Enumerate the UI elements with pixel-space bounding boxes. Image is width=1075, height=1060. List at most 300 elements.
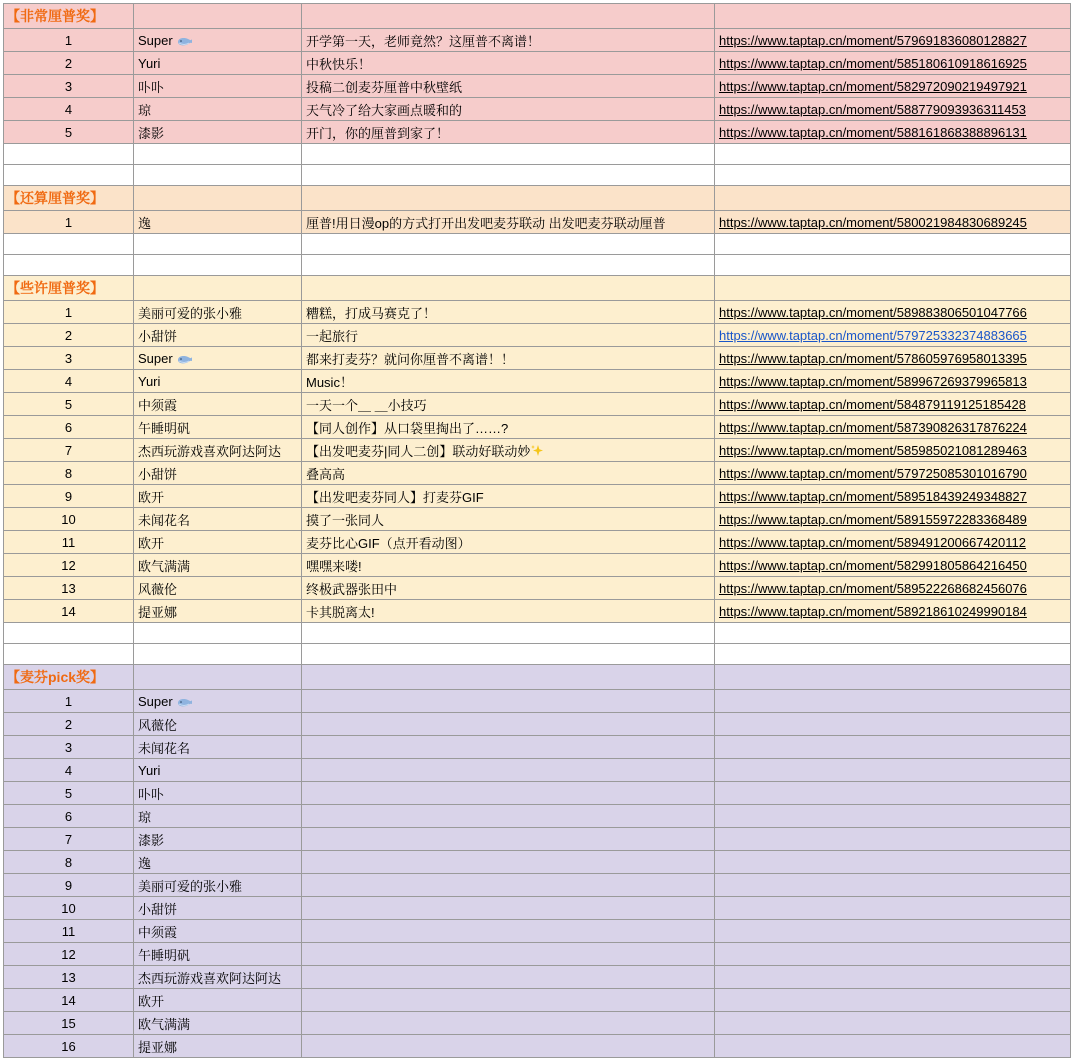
author-name: 逸 [138, 215, 152, 231]
empty-cell[interactable] [302, 186, 715, 211]
rank-cell[interactable]: 16 [4, 1035, 134, 1058]
author-cell[interactable] [134, 29, 302, 52]
table-row [4, 75, 1071, 98]
table-row [4, 577, 1071, 600]
empty-cell[interactable] [134, 186, 302, 211]
author-cell[interactable] [134, 52, 302, 75]
link-cell[interactable] [715, 759, 1071, 782]
author-cell[interactable] [134, 759, 302, 782]
author-cell[interactable] [134, 600, 302, 623]
author-name: 小甜饼 [138, 466, 178, 482]
table-row [4, 347, 1071, 370]
link-cell[interactable] [715, 851, 1071, 874]
author-cell[interactable] [134, 531, 302, 554]
author-name: Super [138, 350, 173, 366]
author-cell[interactable] [134, 75, 302, 98]
author-name: 小甜饼 [138, 328, 178, 344]
moment-link[interactable]: https://www.taptap.cn/moment/589155972283368489 [719, 511, 1027, 527]
empty-cell[interactable] [134, 144, 302, 165]
table-row [4, 416, 1071, 439]
empty-cell[interactable] [715, 144, 1071, 165]
post-title-cell[interactable] [302, 851, 715, 874]
author-name: 欧开 [138, 489, 165, 505]
author-name: 午睡明矾 [138, 947, 191, 963]
post-title-cell[interactable] [302, 52, 715, 75]
link-cell[interactable] [715, 439, 1071, 462]
author-cell[interactable] [134, 485, 302, 508]
rank-cell[interactable]: 12 [4, 943, 134, 966]
rank-cell[interactable]: 10 [4, 508, 134, 531]
table-row [4, 989, 1071, 1012]
empty-cell[interactable] [715, 644, 1071, 665]
section-header-row [4, 4, 1071, 29]
author-cell[interactable] [134, 1035, 302, 1058]
author-name: Yuri [138, 55, 161, 71]
post-title-cell[interactable] [302, 98, 715, 121]
link-cell[interactable] [715, 52, 1071, 75]
link-cell[interactable] [715, 989, 1071, 1012]
author-cell[interactable] [134, 508, 302, 531]
author-cell[interactable] [134, 324, 302, 347]
rank-cell[interactable]: 9 [4, 874, 134, 897]
rank-cell[interactable]: 13 [4, 577, 134, 600]
empty-cell[interactable] [715, 255, 1071, 276]
link-cell[interactable] [715, 485, 1071, 508]
link-cell[interactable] [715, 713, 1071, 736]
link-cell[interactable] [715, 531, 1071, 554]
author-name: 午睡明矾 [138, 420, 191, 436]
post-title-cell[interactable] [302, 508, 715, 531]
link-cell[interactable] [715, 782, 1071, 805]
empty-cell[interactable] [134, 255, 302, 276]
table-row [4, 211, 1071, 234]
post-title-cell[interactable] [302, 805, 715, 828]
rank-cell[interactable]: 14 [4, 989, 134, 1012]
post-title-cell[interactable] [302, 75, 715, 98]
table-row [4, 874, 1071, 897]
post-title-cell[interactable] [302, 874, 715, 897]
table-row [4, 1035, 1071, 1058]
post-title-cell[interactable] [302, 29, 715, 52]
author-cell[interactable] [134, 393, 302, 416]
table-row [4, 370, 1071, 393]
table-row [4, 29, 1071, 52]
empty-cell[interactable] [134, 234, 302, 255]
post-title: 都来打麦芬？就问你厘普不离谱！！ [306, 351, 515, 367]
link-cell[interactable] [715, 462, 1071, 485]
post-title-cell[interactable] [302, 347, 715, 370]
empty-cell[interactable] [134, 644, 302, 665]
link-cell[interactable] [715, 324, 1071, 347]
author-name: 未闻花名 [138, 512, 191, 528]
link-cell[interactable] [715, 98, 1071, 121]
table-row [4, 439, 1071, 462]
author-name: 漆影 [138, 832, 165, 848]
author-cell[interactable] [134, 1012, 302, 1035]
rank-cell[interactable]: 4 [4, 370, 134, 393]
author-cell[interactable] [134, 782, 302, 805]
whale-emoji-icon [177, 352, 193, 362]
author-name: Super [138, 32, 173, 48]
moment-link[interactable]: https://www.taptap.cn/moment/580021984830689245 [719, 214, 1027, 230]
blank-row [4, 144, 1071, 165]
post-title-cell[interactable] [302, 897, 715, 920]
author-cell[interactable] [134, 577, 302, 600]
author-cell[interactable] [134, 736, 302, 759]
post-title-cell[interactable] [302, 989, 715, 1012]
post-title-cell[interactable] [302, 920, 715, 943]
moment-link[interactable]: https://www.taptap.cn/moment/589883806501047766 [719, 304, 1027, 320]
table-row [4, 393, 1071, 416]
section-header-row [4, 186, 1071, 211]
post-title: 【出发吧麦芬同人】打麦芬GIF [306, 489, 484, 505]
author-cell[interactable] [134, 874, 302, 897]
author-name: 美丽可爱的张小雅 [138, 305, 243, 321]
rank-cell[interactable]: 2 [4, 52, 134, 75]
link-cell[interactable] [715, 554, 1071, 577]
post-title-cell[interactable] [302, 782, 715, 805]
table-row [4, 736, 1071, 759]
link-cell[interactable] [715, 577, 1071, 600]
author-name: 逸 [138, 855, 152, 871]
moment-link[interactable]: https://www.taptap.cn/moment/588779093936311453 [719, 101, 1026, 117]
empty-cell[interactable] [4, 623, 134, 644]
post-title-cell[interactable] [302, 713, 715, 736]
empty-cell[interactable] [715, 4, 1071, 29]
rank-cell[interactable]: 2 [4, 713, 134, 736]
post-title: 厘普!用日漫op的方式打开出发吧麦芬联动 出发吧麦芬联动厘普 [306, 215, 666, 231]
empty-cell[interactable] [715, 665, 1071, 690]
link-cell[interactable] [715, 600, 1071, 623]
link-cell[interactable] [715, 370, 1071, 393]
section-header-row [4, 665, 1071, 690]
moment-link[interactable]: https://www.taptap.cn/moment/584879119125185428 [719, 396, 1026, 412]
link-cell[interactable] [715, 29, 1071, 52]
moment-link[interactable]: https://www.taptap.cn/moment/579691836080128827 [719, 32, 1027, 48]
empty-cell[interactable] [134, 276, 302, 301]
rank-cell[interactable]: 10 [4, 897, 134, 920]
empty-cell[interactable] [302, 276, 715, 301]
moment-link[interactable]: https://www.taptap.cn/moment/582972090219497921 [719, 78, 1027, 94]
author-cell[interactable] [134, 690, 302, 713]
grid-body [4, 4, 1071, 1058]
moment-link[interactable]: https://www.taptap.cn/moment/585180610918616925 [719, 55, 1027, 71]
empty-cell[interactable] [4, 234, 134, 255]
blank-row [4, 623, 1071, 644]
link-cell[interactable] [715, 393, 1071, 416]
author-name: Yuri [138, 762, 161, 778]
table-row [4, 851, 1071, 874]
link-cell[interactable] [715, 828, 1071, 851]
author-cell[interactable] [134, 370, 302, 393]
empty-cell[interactable] [134, 165, 302, 186]
post-title-cell[interactable] [302, 211, 715, 234]
blank-row [4, 644, 1071, 665]
moment-link[interactable]: https://www.taptap.cn/moment/589522268682456076 [719, 580, 1027, 596]
post-title: 一起旅行 [306, 328, 359, 344]
author-name: Yuri [138, 373, 161, 389]
empty-cell[interactable] [715, 623, 1071, 644]
rank-cell[interactable]: 13 [4, 966, 134, 989]
post-title: 【同人创作】从口袋里掏出了……? [306, 420, 509, 436]
link-cell[interactable] [715, 920, 1071, 943]
link-cell[interactable] [715, 211, 1071, 234]
empty-cell[interactable] [302, 234, 715, 255]
rank-cell[interactable]: 5 [4, 121, 134, 144]
rank-cell[interactable]: 8 [4, 851, 134, 874]
post-title: 投稿二创麦芬厘普中秋壁纸 [306, 79, 463, 95]
link-cell[interactable] [715, 805, 1071, 828]
section-title-cell[interactable]: 【些许厘普奖】 [4, 276, 134, 301]
moment-link[interactable]: https://www.taptap.cn/moment/589491200667420112 [719, 534, 1026, 550]
rank-cell[interactable]: 4 [4, 98, 134, 121]
post-title: 糟糕，打成马赛克了！ [306, 305, 437, 321]
spreadsheet-grid [3, 3, 1071, 1058]
moment-link[interactable]: https://www.taptap.cn/moment/589518439249348827 [719, 488, 1027, 504]
rank-cell[interactable]: 11 [4, 531, 134, 554]
table-row [4, 966, 1071, 989]
section-title-cell[interactable]: 【还算厘普奖】 [4, 186, 134, 211]
post-title: 天气冷了给大家画点暖和的 [306, 102, 463, 118]
sparkles-emoji-icon [530, 444, 544, 458]
link-cell[interactable] [715, 508, 1071, 531]
author-cell[interactable] [134, 805, 302, 828]
author-name: 中须霞 [138, 924, 178, 940]
empty-cell[interactable] [4, 165, 134, 186]
post-title-cell[interactable] [302, 736, 715, 759]
rank-cell[interactable]: 11 [4, 920, 134, 943]
section-title-cell[interactable]: 【麦芬pick奖】 [4, 665, 134, 690]
table-row [4, 531, 1071, 554]
link-cell[interactable] [715, 416, 1071, 439]
author-name: 中须霞 [138, 397, 178, 413]
blank-row [4, 234, 1071, 255]
post-title-cell[interactable] [302, 301, 715, 324]
rank-cell[interactable]: 1 [4, 690, 134, 713]
rank-cell[interactable]: 6 [4, 805, 134, 828]
rank-cell[interactable]: 1 [4, 29, 134, 52]
author-name: 提亚娜 [138, 1039, 178, 1055]
author-name: 欧气满满 [138, 1016, 191, 1032]
post-title-cell[interactable] [302, 577, 715, 600]
post-title-cell[interactable] [302, 966, 715, 989]
empty-cell[interactable] [715, 186, 1071, 211]
rank-cell[interactable]: 7 [4, 439, 134, 462]
author-cell[interactable] [134, 989, 302, 1012]
rank-cell[interactable]: 14 [4, 600, 134, 623]
moment-link[interactable]: https://www.taptap.cn/moment/579725085301016790 [719, 465, 1027, 481]
post-title: 终极武器张田中 [306, 581, 398, 597]
rank-cell[interactable]: 7 [4, 828, 134, 851]
moment-link[interactable]: https://www.taptap.cn/moment/589218610249990184 [719, 603, 1027, 619]
whale-emoji-icon [177, 34, 193, 44]
author-cell[interactable] [134, 347, 302, 370]
author-name: 漆影 [138, 125, 165, 141]
link-cell[interactable] [715, 301, 1071, 324]
table-row [4, 324, 1071, 347]
author-name: 杰西玩游戏喜欢阿达阿达 [138, 970, 282, 986]
author-name: 小甜饼 [138, 901, 178, 917]
post-title-cell[interactable] [302, 121, 715, 144]
empty-cell[interactable] [302, 255, 715, 276]
post-title: 【出发吧麦芬|同人二创】联动好联动妙 [306, 443, 531, 459]
link-cell[interactable] [715, 75, 1071, 98]
table-row [4, 98, 1071, 121]
table-row [4, 600, 1071, 623]
author-cell[interactable] [134, 98, 302, 121]
post-title: 摸了一张同人 [306, 512, 385, 528]
post-title: 嘿嘿来喽! [306, 558, 362, 574]
author-name: 欧开 [138, 535, 165, 551]
link-cell[interactable] [715, 874, 1071, 897]
table-row [4, 805, 1071, 828]
rank-cell[interactable]: 1 [4, 301, 134, 324]
author-cell[interactable] [134, 897, 302, 920]
moment-link[interactable]: https://www.taptap.cn/moment/579725332374883665 [719, 327, 1027, 343]
empty-cell[interactable] [302, 4, 715, 29]
link-cell[interactable] [715, 897, 1071, 920]
post-title-cell[interactable] [302, 370, 715, 393]
author-name: 琼 [138, 809, 152, 825]
section-header-row [4, 276, 1071, 301]
rank-cell[interactable]: 6 [4, 416, 134, 439]
author-name: 提亚娜 [138, 604, 178, 620]
author-name: 琼 [138, 102, 152, 118]
post-title-cell[interactable] [302, 531, 715, 554]
rank-cell[interactable]: 2 [4, 324, 134, 347]
rank-cell[interactable]: 15 [4, 1012, 134, 1035]
post-title-cell[interactable] [302, 759, 715, 782]
empty-cell[interactable] [302, 165, 715, 186]
table-row [4, 690, 1071, 713]
table-row [4, 508, 1071, 531]
author-cell[interactable] [134, 301, 302, 324]
empty-cell[interactable] [302, 644, 715, 665]
empty-cell[interactable] [134, 665, 302, 690]
post-title-cell[interactable] [302, 393, 715, 416]
post-title-cell[interactable] [302, 554, 715, 577]
table-row [4, 121, 1071, 144]
post-title-cell[interactable] [302, 416, 715, 439]
author-name: 风薇伦 [138, 717, 178, 733]
author-cell[interactable] [134, 713, 302, 736]
author-cell[interactable] [134, 416, 302, 439]
author-cell[interactable] [134, 211, 302, 234]
empty-cell[interactable] [302, 144, 715, 165]
empty-cell[interactable] [4, 144, 134, 165]
empty-cell[interactable] [134, 4, 302, 29]
moment-link[interactable]: https://www.taptap.cn/moment/587390826317876224 [719, 419, 1027, 435]
empty-cell[interactable] [4, 644, 134, 665]
rank-cell[interactable]: 5 [4, 393, 134, 416]
table-row [4, 897, 1071, 920]
post-title-cell[interactable] [302, 324, 715, 347]
link-cell[interactable] [715, 736, 1071, 759]
empty-cell[interactable] [302, 665, 715, 690]
author-name: 欧气满满 [138, 558, 191, 574]
table-row [4, 52, 1071, 75]
empty-cell[interactable] [302, 623, 715, 644]
rank-cell[interactable]: 1 [4, 211, 134, 234]
table-row [4, 943, 1071, 966]
whale-emoji-icon [177, 695, 193, 705]
author-cell[interactable] [134, 828, 302, 851]
empty-cell[interactable] [4, 255, 134, 276]
rank-cell[interactable]: 8 [4, 462, 134, 485]
author-cell[interactable] [134, 920, 302, 943]
post-title: 开学第一天，老师竟然？这厘普不离谱！ [306, 33, 541, 49]
author-name: 未闻花名 [138, 740, 191, 756]
empty-cell[interactable] [715, 234, 1071, 255]
link-cell[interactable] [715, 966, 1071, 989]
post-title: Music！ [306, 374, 353, 390]
post-title-cell[interactable] [302, 439, 715, 462]
post-title-cell[interactable] [302, 462, 715, 485]
moment-link[interactable]: https://www.taptap.cn/moment/585985021081289463 [719, 442, 1027, 458]
rank-cell[interactable]: 12 [4, 554, 134, 577]
post-title-cell[interactable] [302, 485, 715, 508]
author-name: 美丽可爱的张小雅 [138, 878, 243, 894]
author-cell[interactable] [134, 554, 302, 577]
post-title: 开门，你的厘普到家了！ [306, 125, 450, 141]
author-cell[interactable] [134, 121, 302, 144]
author-cell[interactable] [134, 851, 302, 874]
post-title: 卡其脱离太! [306, 604, 375, 620]
rank-cell[interactable]: 5 [4, 782, 134, 805]
table-row [4, 782, 1071, 805]
section-title-cell[interactable]: 【非常厘普奖】 [4, 4, 134, 29]
rank-cell[interactable]: 4 [4, 759, 134, 782]
rank-cell[interactable]: 3 [4, 347, 134, 370]
post-title-cell[interactable] [302, 1035, 715, 1058]
moment-link[interactable]: https://www.taptap.cn/moment/588161868388896131 [719, 124, 1027, 140]
author-name: 欧开 [138, 993, 165, 1009]
table-row [4, 759, 1071, 782]
link-cell[interactable] [715, 121, 1071, 144]
link-cell[interactable] [715, 690, 1071, 713]
rank-cell[interactable]: 3 [4, 736, 134, 759]
empty-cell[interactable] [134, 623, 302, 644]
moment-link[interactable]: https://www.taptap.cn/moment/589967269379965813 [719, 373, 1027, 389]
link-cell[interactable] [715, 1012, 1071, 1035]
table-row [4, 713, 1071, 736]
empty-cell[interactable] [715, 276, 1071, 301]
post-title-cell[interactable] [302, 828, 715, 851]
post-title: 麦芬比心GIF（点开看动图） [306, 535, 471, 551]
moment-link[interactable]: https://www.taptap.cn/moment/578605976958013395 [719, 350, 1027, 366]
rank-cell[interactable]: 9 [4, 485, 134, 508]
post-title-cell[interactable] [302, 690, 715, 713]
link-cell[interactable] [715, 347, 1071, 370]
empty-cell[interactable] [715, 165, 1071, 186]
author-cell[interactable] [134, 462, 302, 485]
rank-cell[interactable]: 3 [4, 75, 134, 98]
author-name: 卟卟 [138, 786, 165, 802]
link-cell[interactable] [715, 1035, 1071, 1058]
author-cell[interactable] [134, 966, 302, 989]
link-cell[interactable] [715, 943, 1071, 966]
post-title-cell[interactable] [302, 943, 715, 966]
post-title-cell[interactable] [302, 600, 715, 623]
table-row [4, 301, 1071, 324]
post-title-cell[interactable] [302, 1012, 715, 1035]
moment-link[interactable]: https://www.taptap.cn/moment/582991805864216450 [719, 557, 1027, 573]
author-name: 卟卟 [138, 79, 165, 95]
author-cell[interactable] [134, 943, 302, 966]
post-title: 一天一个＿ ＿小技巧 [306, 397, 427, 413]
author-cell[interactable] [134, 439, 302, 462]
table-row [4, 462, 1071, 485]
